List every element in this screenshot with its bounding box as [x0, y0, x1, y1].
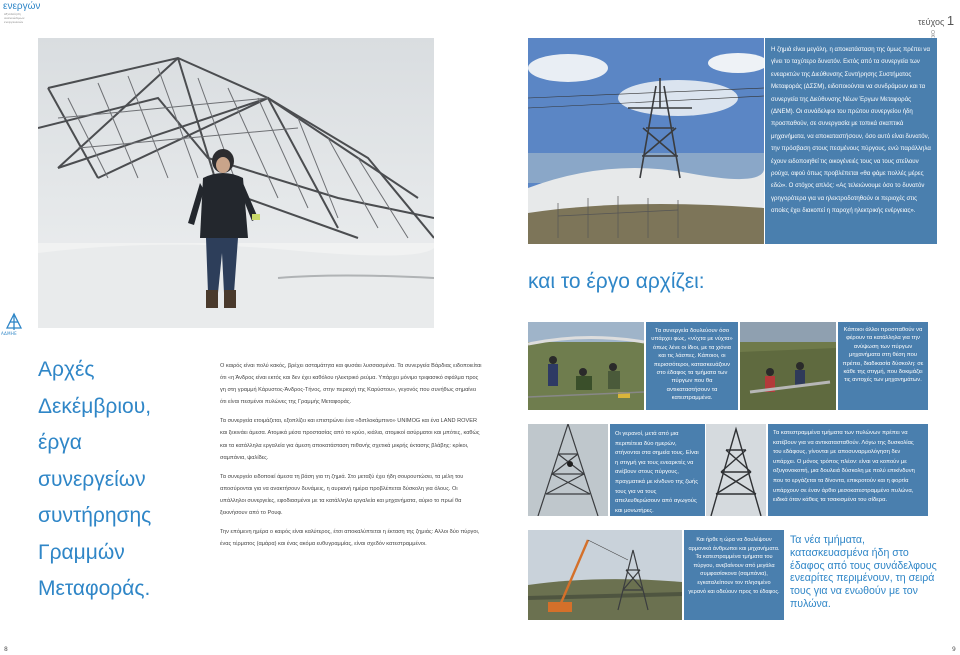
machinery-photo [740, 322, 836, 410]
workers-on-ground-photo [528, 322, 644, 410]
body-paragraph: Τα συνεργείο ειδοποιεί άμεσα τη βάση για τη ζημιά. Στο μεταξύ έχει ήδη σουρουπώσει, τα μέλη του αποσύρονται για να ανακτήσουν δυνάμεις, η αυριανή ημέρα προβλέπεται δύσκολη για όλους. Οι υπάλληλοι συνεργείες, εφοδιασμένοι με τα κατάλληλα εργαλεία και μηχανήματα, αύριο το πρωί θα ξεκινήσουν από το Ρουφ. [220, 473, 464, 517]
title-line: έργα [38, 431, 82, 454]
tower-cutting-photo [706, 424, 766, 516]
cranes-text-box: Οι γερανοί, μετά από μια περιπέτεια δύο ημερών, στήνονται στα σημεία τους. Είναι η στιγμή για τους ενεαρκτές να ανέβουν στους πύργους, πραγματικά με κίνδυνο της ζωής τους για να τους απελευθερώσουν από αγωγούς και μονωτήρες. [610, 424, 705, 516]
lineman-on-tower-photo [528, 424, 608, 516]
body-paragraph: Την επόμενη ημέρα ο καιρός είναι καλύτερος, έτσι αποκαλύπτεται η έκταση της ζημιάς: Αλλοι δύο πύργοι, ένας τέρματος (αμάρα) και ένας ακόμα ευθυγραμμίας, είναι σχεδόν κατεστραμμένοι. [220, 529, 480, 548]
admie-logo-icon [2, 312, 26, 342]
issue-number: 1 [946, 13, 955, 28]
title-line: συντήρησης [38, 504, 152, 527]
title-line: Δεκέμβριου, [38, 394, 152, 418]
page-number-right: 9 [952, 646, 956, 653]
magazine-brand-subtitle: Αξιοποίηση ανανεώσιμων ενεργειακών [4, 12, 25, 24]
damage-text-box: Η ζημιά είναι μεγάλη, η αποκατάσταση της όμως πρέπει να γίνει το ταχύτερο δυνατόν. Εκτός από τα συνεργεία των ενεαρκτών της Διεύθυνσης Συντήρησης Συστήματος Μεταφοράς (ΔΣΣΜ), ειδοποιούνται να συνδράμουν και τα συνεργεία της Διεύθυνσης Νέων Έργων Μεταφοράς (ΔΝΕΜ). Οι συνάδελφοι του πρώτου συνεργείου ήδη προσπαθούν, σε συνεργασία με τοπικά σκαπτικά μηχανήματα, να αποκαταστήσουν, όσο αυτό είναι δυνατόν, την πρόσβαση στους πεσμένους πύργους, ενώ παράλληλα έχουν ειδοποιηθεί τις οικογένειές τους να τους στείλουν ρούχα, αφού όπως προβλέπεται «θα φάμε πολλές μέρες εδώ». Ο στόχος απλός: «Ας τελειώνουμε όσο το δυνατόν γρηγορότερα για να ηλεκτροδοτηθούν οι περιοχές στις οποίες έχει διακοπεί η παροχή ηλεκτρικής ενέργειας». [765, 38, 937, 244]
section-headline: και το έργο αρχίζει: [528, 270, 705, 293]
crane-lifting-photo [528, 530, 682, 620]
title-line: Γραμμών [38, 540, 125, 564]
closing-caption: Τα νέα τμήματα, κατασκευασμένα ήδη στο έδαφος από τους συνάδελφους ενεαρίτες περιμένουν, τη σειρά τους για να ενωθούν με τον πυλώνα. [790, 534, 937, 610]
issue-label-text: τεύχος [918, 17, 945, 27]
tower-removal-text-box: Τα κατεστραμμένα τμήματα των πυλώνων πρέπει να κατέβουν για να αντικατασταθούν. Λόγω της δυσκολίας του εδάφους, γίνονται με αποσυναρμολόγηση δεν υπάρχει. Ο μόνος τρόπος πλέον: είναι να κοπούν με οξυγονοκοπή, μια δουλειά δύσκολη με πολύ επικίνδυνη που το εργάζεται τα δίνοντα, επικροτούν και η φορτία υπάρχουν σε έναν άρθιο μεσοκατεστραμμένο πυλώνα, ειδικά όταν κάθεις τα τσακισμένα του σίδερα. [768, 424, 928, 516]
body-paragraph: Τα συνεργεία ετοιμάζεται, εξοπλίζει και επιστρώνει ένα «διπλοκάμπινο» UNIMOG και ένα LAND ROVER και ξεκινάει άμεσα. Ατομικά μέσα προστασίας από το κρύο, κιάλια, ατομικοί ασύρματοι και μπότες, καθώς και τα κατάλληλα εργαλεία για άμεση αποκατάσταση πιθανής σχετικά μικρής έκτασης βλάβης: κρίκοι, σαμπάνια, ψαλίδες. [220, 418, 480, 461]
tower-on-hill-photo [528, 38, 764, 244]
magazine-brand: ενεργών [3, 1, 41, 12]
admie-logo-text: ΑΔΜΗΕ [1, 331, 17, 336]
title-line: Μεταφοράς. [38, 577, 151, 600]
title-line: Αρχές [38, 358, 95, 381]
article-body [220, 360, 482, 557]
machinery-text-box: Κάποιοι άλλοι προσπαθούν να φέρουν τα κατάλληλα για την ανύψωση των πύργων μηχανήματα στη θέση που πρέπει, διαδικασία δύσκολη: σε κάθε της στιγμή, που δοκιμάζει τις αντοχές των μηχανημάτων. [838, 322, 928, 410]
lifting-text-box: Και ήρθε η ώρα να δουλέψουν αρμονικά άνθρωποι και μηχανήματα. Τα κατεστραμμένα τμήματα του πύργου, ανεβαίνουν από μεγάλα συμφασίσκονα (σαμπάνια), εγκαταλείπουν τον πλησιμένο γερανό και οδεύουν προς το έδαφος. [684, 530, 784, 620]
page-number-left: 8 [4, 646, 8, 653]
article-title [38, 352, 198, 608]
body-paragraph: Ο καιρός είναι πολύ κακός, βρέχει ασταμάτητα και φυσάει λυσσασμένα. Τα συνεργεία Βάρδιας ειδοποιείται ότι «η Άνδρος είναι εκτός και δεν έχει καθόλου ηλεκτρικό ρεύμα. Υπάρχει μόνιμο τριφασικό σφάλμα προς γη στη γραμμή Κάρυστος-Άνδρος-Τήνος, στην περιοχή της Καρύστου», γεγονός που συνήθως σημαίνει ότι είναι πεσμένοι πυλώνες της Γραμμής Μεταφοράς. [220, 363, 482, 406]
issue-label [918, 13, 954, 28]
crews-working-text-box: Τα συνεργεία δουλεύουν όσο υπάρχει φως, «νύχτα με νύχτα» όπως λένε οι ίδιοι, με τα χιόνια και τις λάσπες. Κάποιοι, οι περισσότεροι, κατασκευάζουν στο έδαφος τα τμήματα των πύργων που θα αντικαταστήσουν τα κατεστραμμένα. [646, 322, 738, 410]
title-line: συνεργείων [38, 467, 146, 491]
collapsed-tower-photo [38, 38, 434, 328]
